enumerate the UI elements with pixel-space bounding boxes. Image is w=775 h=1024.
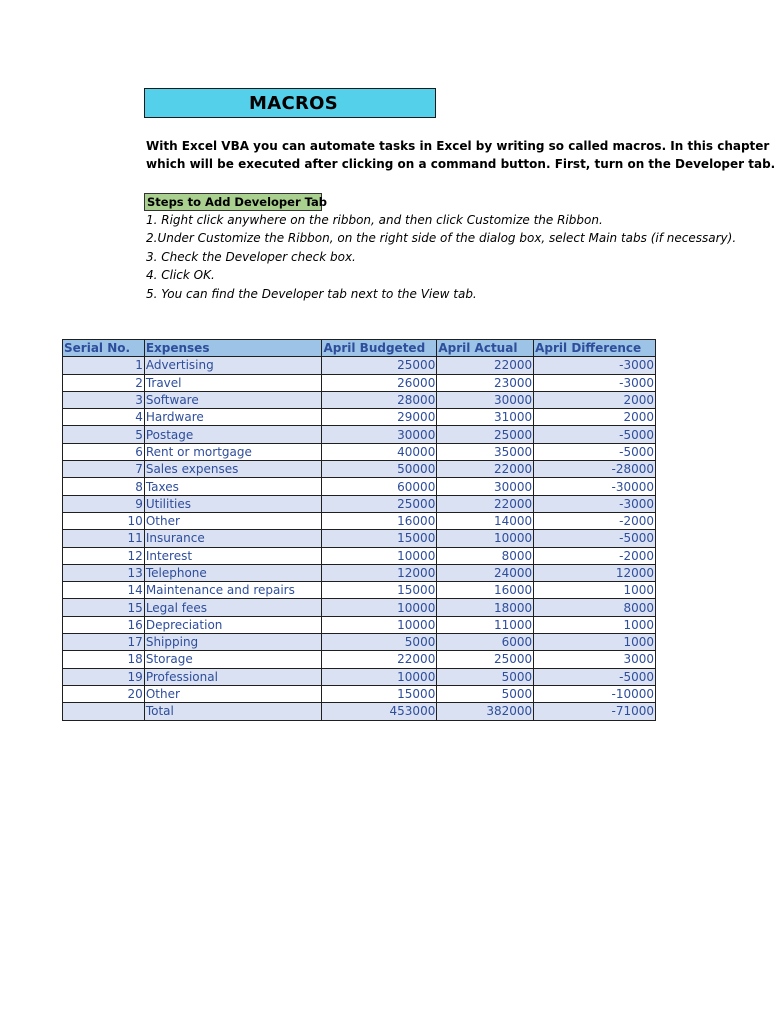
expense-name-cell[interactable]: Software	[144, 391, 322, 408]
table-row	[63, 409, 656, 426]
table-row	[63, 426, 656, 443]
total-budgeted-cell[interactable]: 453000	[322, 703, 437, 720]
table-total-row	[63, 703, 656, 720]
expense-name-cell[interactable]: Other	[144, 512, 322, 529]
difference-cell[interactable]: -5000	[534, 426, 656, 443]
table-row	[63, 616, 656, 633]
table-row	[63, 599, 656, 616]
budgeted-cell[interactable]: 29000	[322, 409, 437, 426]
actual-cell[interactable]: 11000	[437, 616, 534, 633]
expense-name-cell[interactable]: Rent or mortgage	[144, 443, 322, 460]
table-row	[63, 374, 656, 391]
table-row	[63, 634, 656, 651]
budgeted-cell[interactable]: 22000	[322, 651, 437, 668]
table-row	[63, 443, 656, 460]
expense-name-cell[interactable]: Legal fees	[144, 599, 322, 616]
serial-no-cell[interactable]: 9	[63, 495, 145, 512]
actual-cell[interactable]: 22000	[437, 357, 534, 374]
serial-no-cell[interactable]: 14	[63, 582, 145, 599]
budgeted-cell[interactable]: 50000	[322, 461, 437, 478]
step-1: 1. Right click anywhere on the ribbon, and then click Customize the Ribbon.	[146, 213, 603, 227]
difference-cell[interactable]: 1000	[534, 616, 656, 633]
budgeted-cell[interactable]: 28000	[322, 391, 437, 408]
step-4: 4. Click OK.	[146, 268, 215, 282]
difference-cell[interactable]: -5000	[534, 530, 656, 547]
difference-cell[interactable]: 2000	[534, 391, 656, 408]
serial-no-cell[interactable]: 16	[63, 616, 145, 633]
actual-cell[interactable]: 16000	[437, 582, 534, 599]
budgeted-cell[interactable]: 30000	[322, 426, 437, 443]
title-cell[interactable]	[144, 88, 436, 118]
budgeted-cell[interactable]: 26000	[322, 374, 437, 391]
total-actual-cell[interactable]: 382000	[437, 703, 534, 720]
serial-no-cell[interactable]: 6	[63, 443, 145, 460]
budgeted-cell[interactable]: 15000	[322, 530, 437, 547]
table-row	[63, 530, 656, 547]
serial-no-cell[interactable]: 11	[63, 530, 145, 547]
budgeted-cell[interactable]: 25000	[322, 357, 437, 374]
difference-cell[interactable]: -30000	[534, 478, 656, 495]
actual-cell[interactable]: 5000	[437, 685, 534, 702]
total-label-cell[interactable]: Total	[144, 703, 322, 720]
actual-cell[interactable]: 30000	[437, 391, 534, 408]
actual-cell[interactable]: 18000	[437, 599, 534, 616]
serial-no-cell[interactable]: 1	[63, 357, 145, 374]
difference-cell[interactable]: -2000	[534, 512, 656, 529]
intro-line-1: With Excel VBA you can automate tasks in Excel by writing so called macros. In this chapter	[146, 139, 770, 153]
difference-cell[interactable]: 1000	[534, 582, 656, 599]
expense-name-cell[interactable]: Utilities	[144, 495, 322, 512]
expense-name-cell[interactable]: Taxes	[144, 478, 322, 495]
serial-no-cell[interactable]: 19	[63, 668, 145, 685]
expense-name-cell[interactable]: Hardware	[144, 409, 322, 426]
total-serial-cell[interactable]	[63, 703, 145, 720]
expense-name-cell[interactable]: Travel	[144, 374, 322, 391]
intro-line-2: which will be executed after clicking on a command button. First, turn on the Developer tab.	[146, 157, 775, 171]
table-header-row	[63, 340, 656, 357]
table-row	[63, 651, 656, 668]
actual-cell[interactable]: 35000	[437, 443, 534, 460]
table-row	[63, 512, 656, 529]
header-april-budgeted[interactable]: April Budgeted	[322, 340, 437, 357]
table-row	[63, 461, 656, 478]
expense-name-cell[interactable]: Shipping	[144, 634, 322, 651]
total-difference-cell[interactable]: -71000	[534, 703, 656, 720]
expense-name-cell[interactable]: Interest	[144, 547, 322, 564]
expense-name-cell[interactable]: Maintenance and repairs	[144, 582, 322, 599]
difference-cell[interactable]: -28000	[534, 461, 656, 478]
actual-cell[interactable]: 22000	[437, 495, 534, 512]
expense-name-cell[interactable]: Advertising	[144, 357, 322, 374]
budgeted-cell[interactable]: 10000	[322, 616, 437, 633]
actual-cell[interactable]: 25000	[437, 651, 534, 668]
table-row	[63, 582, 656, 599]
serial-no-cell[interactable]: 7	[63, 461, 145, 478]
serial-no-cell[interactable]: 4	[63, 409, 145, 426]
table-row	[63, 668, 656, 685]
expense-name-cell[interactable]: Telephone	[144, 564, 322, 581]
budgeted-cell[interactable]: 12000	[322, 564, 437, 581]
serial-no-cell[interactable]: 13	[63, 564, 145, 581]
budgeted-cell[interactable]: 10000	[322, 599, 437, 616]
serial-no-cell[interactable]: 2	[63, 374, 145, 391]
table-row	[63, 357, 656, 374]
header-expenses[interactable]: Expenses	[144, 340, 322, 357]
serial-no-cell[interactable]: 10	[63, 512, 145, 529]
actual-cell[interactable]: 25000	[437, 426, 534, 443]
table-row	[63, 564, 656, 581]
table-row	[63, 478, 656, 495]
difference-cell[interactable]: 8000	[534, 599, 656, 616]
step-3: 3. Check the Developer check box.	[146, 250, 356, 264]
difference-cell[interactable]: 2000	[534, 409, 656, 426]
page-title: MACROS	[249, 93, 338, 114]
actual-cell[interactable]: 6000	[437, 634, 534, 651]
difference-cell[interactable]: 1000	[534, 634, 656, 651]
difference-cell[interactable]: -2000	[534, 547, 656, 564]
difference-cell[interactable]: 3000	[534, 651, 656, 668]
budgeted-cell[interactable]: 15000	[322, 582, 437, 599]
serial-no-cell[interactable]: 3	[63, 391, 145, 408]
serial-no-cell[interactable]: 15	[63, 599, 145, 616]
step-5: 5. You can find the Developer tab next to the View tab.	[146, 287, 477, 301]
steps-heading[interactable]: Steps to Add Developer Tab	[144, 193, 322, 211]
budgeted-cell[interactable]: 40000	[322, 443, 437, 460]
budgeted-cell[interactable]: 25000	[322, 495, 437, 512]
expense-name-cell[interactable]: Professional	[144, 668, 322, 685]
actual-cell[interactable]: 22000	[437, 461, 534, 478]
difference-cell[interactable]: 12000	[534, 564, 656, 581]
budgeted-cell[interactable]: 5000	[322, 634, 437, 651]
actual-cell[interactable]: 30000	[437, 478, 534, 495]
actual-cell[interactable]: 14000	[437, 512, 534, 529]
serial-no-cell[interactable]: 18	[63, 651, 145, 668]
difference-cell[interactable]: -3000	[534, 357, 656, 374]
header-april-difference[interactable]: April Difference	[534, 340, 656, 357]
actual-cell[interactable]: 8000	[437, 547, 534, 564]
difference-cell[interactable]: -3000	[534, 495, 656, 512]
expense-name-cell[interactable]: Other	[144, 685, 322, 702]
actual-cell[interactable]: 31000	[437, 409, 534, 426]
expense-name-cell[interactable]: Depreciation	[144, 616, 322, 633]
actual-cell[interactable]: 10000	[437, 530, 534, 547]
table-row	[63, 685, 656, 702]
serial-no-cell[interactable]: 8	[63, 478, 145, 495]
expense-name-cell[interactable]: Insurance	[144, 530, 322, 547]
budgeted-cell[interactable]: 10000	[322, 547, 437, 564]
difference-cell[interactable]: -3000	[534, 374, 656, 391]
table-row	[63, 495, 656, 512]
actual-cell[interactable]: 23000	[437, 374, 534, 391]
difference-cell[interactable]: -5000	[534, 443, 656, 460]
header-serial-no[interactable]: Serial No.	[63, 340, 145, 357]
serial-no-cell[interactable]: 17	[63, 634, 145, 651]
budgeted-cell[interactable]: 60000	[322, 478, 437, 495]
serial-no-cell[interactable]: 12	[63, 547, 145, 564]
difference-cell[interactable]: -5000	[534, 668, 656, 685]
difference-cell[interactable]: -10000	[534, 685, 656, 702]
serial-no-cell[interactable]: 20	[63, 685, 145, 702]
expense-name-cell[interactable]: Sales expenses	[144, 461, 322, 478]
expense-name-cell[interactable]: Storage	[144, 651, 322, 668]
budgeted-cell[interactable]: 10000	[322, 668, 437, 685]
table-row	[63, 547, 656, 564]
budgeted-cell[interactable]: 16000	[322, 512, 437, 529]
budgeted-cell[interactable]: 15000	[322, 685, 437, 702]
actual-cell[interactable]: 24000	[437, 564, 534, 581]
header-april-actual[interactable]: April Actual	[437, 340, 534, 357]
table-row	[63, 391, 656, 408]
expenses-table	[62, 339, 656, 721]
expense-name-cell[interactable]: Postage	[144, 426, 322, 443]
actual-cell[interactable]: 5000	[437, 668, 534, 685]
serial-no-cell[interactable]: 5	[63, 426, 145, 443]
step-2: 2.Under Customize the Ribbon, on the right side of the dialog box, select Main tabs (if necessary).	[146, 231, 737, 245]
